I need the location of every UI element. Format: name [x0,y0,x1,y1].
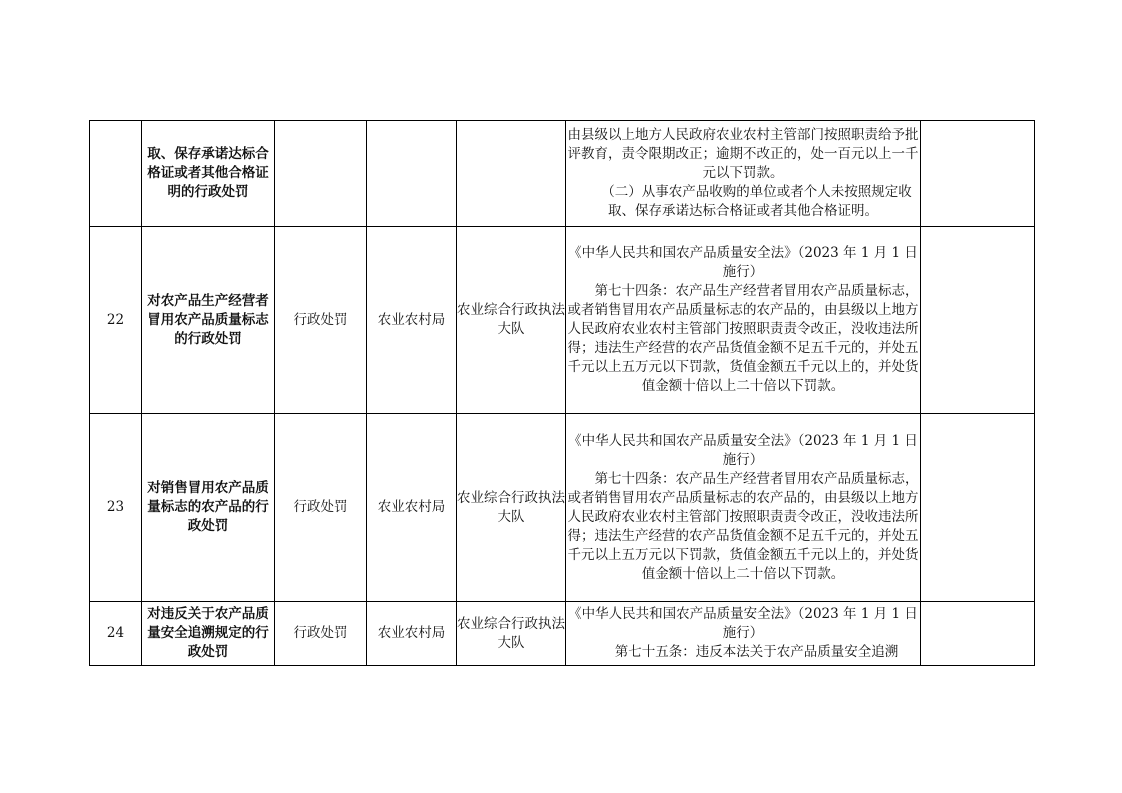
item-note [921,602,1035,666]
item-enforcement-unit: 农业综合行政执法大队 [457,227,566,414]
item-legal-basis [566,602,921,666]
basis-paragraph: 《中华人民共和国农产品质量安全法》（2023 年 1 月 1 日施行） [568,432,918,468]
basis-paragraph: 第七十四条：农产品生产经营者冒用农产品质量标志，或者销售冒用农产品质量标志的农产品的，由县级以上地方人民政府农业农村主管部门按照职责责令改正，没收违法所得；违法生产经营的农产品货值金额不足五千元的，并处五千元以上五万元以下罚款，货值金额五千元以上的，并处货值金额十倍以上二十倍以下罚款。 [567,283,919,394]
item-name: 对销售冒用农产品质量标志的农产品的行政处罚 [142,414,275,602]
item-legal-basis [566,121,921,227]
item-name: 取、保存承诺达标合格证或者其他合格证明的行政处罚 [142,121,275,227]
item-department: 农业农村局 [367,414,457,602]
item-department: 农业农村局 [367,227,457,414]
basis-paragraph: （二）从事农产品收购的单位或者个人未按照规定收取、保存承诺达标合格证或者其他合格证明。 [601,184,912,219]
item-note [921,121,1035,227]
item-type: 行政处罚 [275,227,367,414]
table-row [90,414,1035,602]
item-note [921,414,1035,602]
table-row [90,227,1035,414]
basis-paragraph: 第七十四条：农产品生产经营者冒用农产品质量标志，或者销售冒用农产品质量标志的农产品的，由县级以上地方人民政府农业农村主管部门按照职责责令改正，没收违法所得；违法生产经营的农产品货值金额不足五千元的，并处五千元以上五万元以下罚款，货值金额五千元以上的，并处货值金额十倍以上二十倍以下罚款。 [567,470,919,582]
item-number: 24 [90,602,142,666]
item-number [90,121,142,227]
item-enforcement-unit [457,121,566,227]
basis-paragraph: 《中华人民共和国农产品质量安全法》（2023 年 1 月 1 日施行） [568,606,918,641]
item-note [921,227,1035,414]
item-type: 行政处罚 [275,414,367,602]
item-legal-basis [566,227,921,414]
item-type: 行政处罚 [275,602,367,666]
penalty-table [89,120,1035,666]
table-row [90,602,1035,666]
item-department [367,121,457,227]
basis-paragraph: 《中华人民共和国农产品质量安全法》（2023 年 1 月 1 日施行） [568,245,918,280]
table-row [90,121,1035,227]
item-department: 农业农村局 [367,602,457,666]
item-type [275,121,367,227]
item-legal-basis [566,414,921,602]
item-number: 23 [90,414,142,602]
item-number: 22 [90,227,142,414]
basis-paragraph: 第七十五条：违反本法关于农产品质量安全追溯 [614,644,899,660]
item-name: 对农产品生产经营者冒用农产品质量标志的行政处罚 [142,227,275,414]
basis-paragraph: 由县级以上地方人民政府农业农村主管部门按照职责给予批评教育，责令限期改正；逾期不改正的，处一百元以上一千元以下罚款。 [567,127,919,181]
item-enforcement-unit: 农业综合行政执法大队 [457,602,566,666]
item-name: 对违反关于农产品质量安全追溯规定的行政处罚 [142,602,275,666]
item-enforcement-unit: 农业综合行政执法大队 [457,414,566,602]
